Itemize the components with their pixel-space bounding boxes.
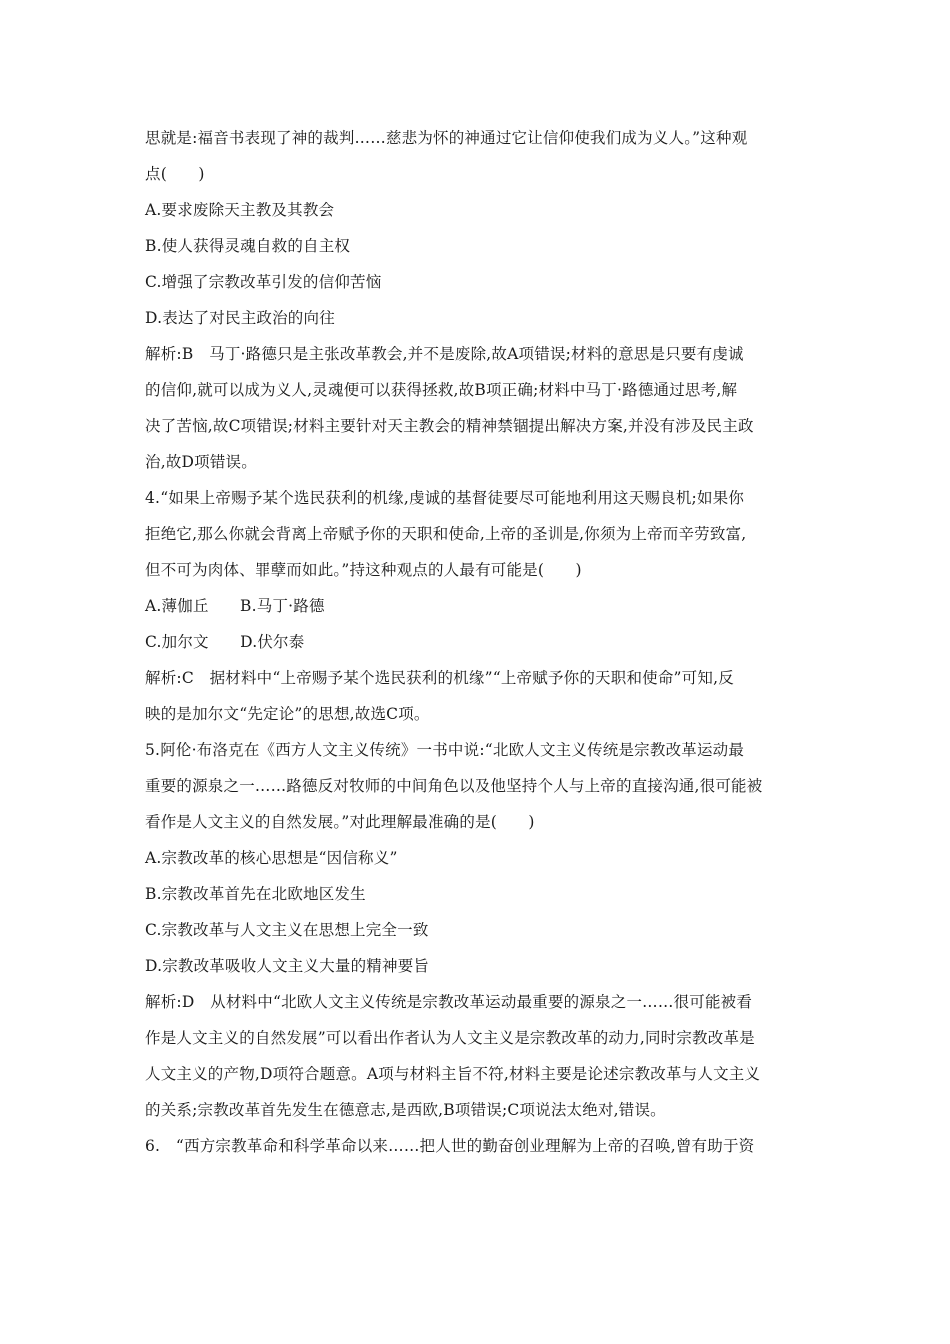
text-line: 映的是加尔文“先定论”的思想,故选C项。 (145, 705, 430, 723)
text-line: A.要求废除天主教及其教会 (145, 201, 335, 219)
text-line: B.使人获得灵魂自救的自主权 (145, 237, 351, 255)
text-line: C.增强了宗教改革引发的信仰苦恼 (145, 273, 382, 291)
document-body (145, 120, 810, 1164)
text-line: 解析:B 马丁·路德只是主张改革教会,并不是废除,故A项错误;材料的意思是只要有虔诚 (145, 345, 744, 363)
text-line: A.宗教改革的核心思想是“因信称义” (145, 849, 398, 867)
text-line: D.宗教改革吸收人文主义大量的精神要旨 (145, 957, 430, 975)
text-line: C.宗教改革与人文主义在思想上完全一致 (145, 921, 429, 939)
text-line: 作是人文主义的自然发展”可以看出作者认为人文主义是宗教改革的动力,同时宗教改革是 (145, 1029, 755, 1047)
text-line: 拒绝它,那么你就会背离上帝赋予你的天职和使命,上帝的圣训是,你须为上帝而辛劳致富, (145, 525, 747, 543)
text-line: 的关系;宗教改革首先发生在德意志,是西欧,B项错误;C项说法太绝对,错误。 (145, 1101, 666, 1119)
text-line: 决了苦恼,故C项错误;材料主要针对天主教会的精神禁锢提出解决方案,并没有涉及民主政 (145, 417, 754, 435)
text-line: 解析:D 从材料中“北欧人文主义传统是宗教改革运动最重要的源泉之一……很可能被看 (145, 993, 753, 1011)
text-line: 重要的源泉之一……路德反对牧师的中间角色以及他坚持个人与上帝的直接沟通,很可能被 (145, 777, 763, 795)
text-line: 6. “西方宗教革命和科学革命以来……把人世的勤奋创业理解为上帝的召唤,曾有助于资 (145, 1137, 755, 1155)
text-line: 点( ) (145, 165, 205, 183)
text-line: B.宗教改革首先在北欧地区发生 (145, 885, 366, 903)
text-line: 解析:C 据材料中“上帝赐予某个选民获利的机缘”“上帝赋予你的天职和使命”可知,反 (145, 669, 734, 687)
text-line: 5.阿伦·布洛克在《西方人文主义传统》一书中说:“北欧人文主义传统是宗教改革运动最 (145, 741, 745, 759)
text-line: A.薄伽丘 B.马丁·路德 (145, 597, 325, 615)
text-line: 4.“如果上帝赐予某个选民获利的机缘,虔诚的基督徒要尽可能地利用这天赐良机;如果你 (145, 489, 745, 507)
text-line: 治,故D项错误。 (145, 453, 257, 471)
text-line: 看作是人文主义的自然发展。”对此理解最准确的是( ) (145, 813, 535, 831)
text-line: 但不可为肉体、罪孽而如此。”持这种观点的人最有可能是( ) (145, 561, 582, 579)
text-line: 人文主义的产物,D项符合题意。A项与材料主旨不符,材料主要是论述宗教改革与人文主义 (145, 1065, 761, 1083)
text-line: D.表达了对民主政治的向往 (145, 309, 335, 327)
text-line: 的信仰,就可以成为义人,灵魂便可以获得拯救,故B项正确;材料中马丁·路德通过思考,解 (145, 381, 738, 399)
text-line: C.加尔文 D.伏尔泰 (145, 633, 305, 651)
text-line: 思就是:福音书表现了神的裁判……慈悲为怀的神通过它让信仰使我们成为义人。”这种观 (145, 129, 748, 147)
